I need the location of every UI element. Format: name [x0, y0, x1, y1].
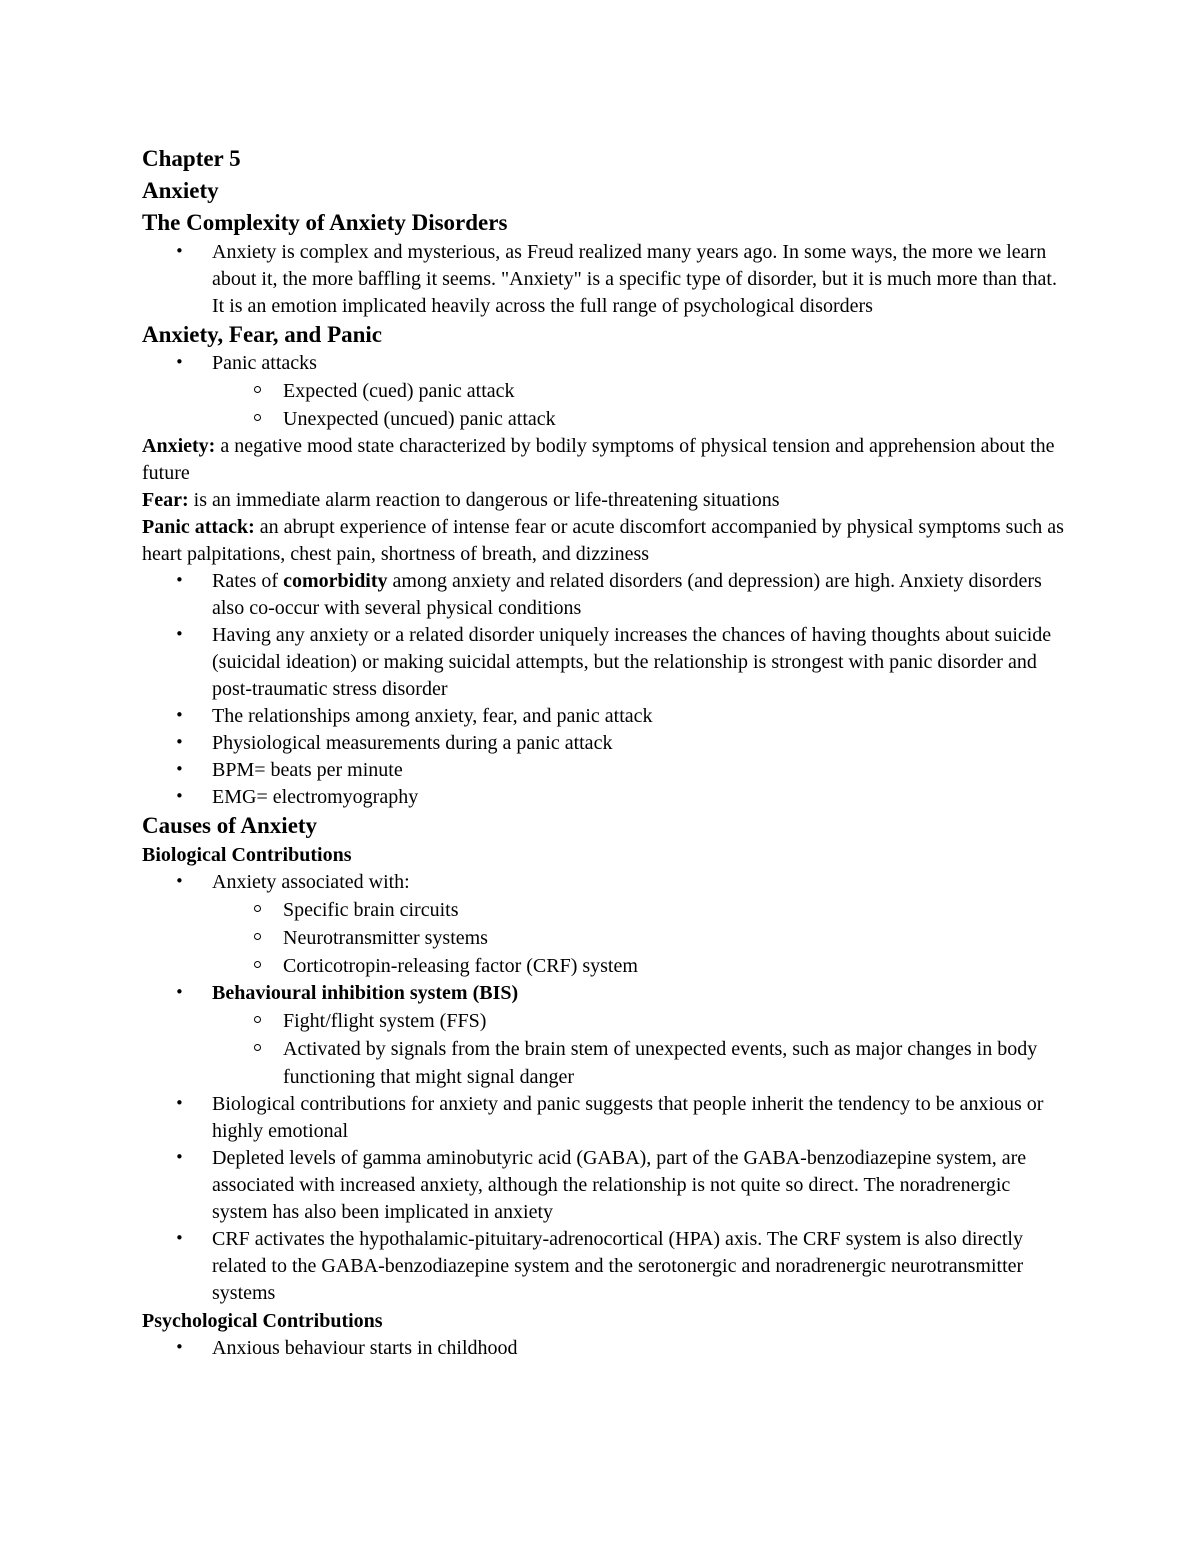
section-heading-causes: Causes of Anxiety	[142, 813, 318, 838]
sub-list-item: Unexpected (uncued) panic attack	[283, 405, 1067, 433]
definition-anxiety: Anxiety: a negative mood state characterized by bodily symptoms of physical tension and apprehension about the future	[142, 435, 1055, 484]
sub-list-item: Corticotropin-releasing factor (CRF) system	[283, 952, 1067, 980]
circle-bullet-icon	[254, 905, 261, 912]
sub-list-item: Specific brain circuits	[283, 896, 1067, 924]
definition-panic-attack: Panic attack: an abrupt experience of intense fear or acute discomfort accompanied by physical symptoms such as heart palpitations, chest pain, shortness of breath, and dizziness	[142, 516, 1064, 565]
bullet-icon: •	[175, 983, 184, 1001]
comorbidity-term: comorbidity	[283, 570, 388, 592]
list-item: • Anxiety associated with: Specific brain circuits Neurotransmitter systems Corticotropin-releasing factor (CRF) system	[212, 869, 1067, 980]
circle-bullet-icon	[254, 414, 261, 421]
circle-bullet-icon	[254, 933, 261, 940]
bullet-icon: •	[175, 625, 184, 643]
bullet-list	[142, 869, 1067, 1307]
sub-list	[212, 1007, 1067, 1091]
bullet-icon: •	[175, 1148, 184, 1166]
bullet-icon: •	[175, 1229, 184, 1247]
section-heading-fear-panic: Anxiety, Fear, and Panic	[142, 322, 383, 347]
list-item: • Anxiety is complex and mysterious, as Freud realized many years ago. In some ways, the more we learn about it, the more baffling it seems. "Anxiety" is a specific type of disorder, but it is much more than that. It is an emotion implicated heavily across the full range of psychological disorders	[175, 241, 1057, 317]
list-item: • Having any anxiety or a related disorder uniquely increases the chances of having thoughts about suicide (suicidal ideation) or making suicidal attempts, but the relationship is strongest with panic disorder and post-traumatic stress disorder	[175, 624, 1052, 700]
bullet-icon: •	[175, 353, 184, 371]
chapter-heading: Chapter 5	[142, 146, 241, 171]
list-item: • EMG= electromyography	[175, 786, 419, 808]
list-item: • BPM= beats per minute	[175, 759, 403, 781]
bullet-list	[142, 568, 1067, 811]
bullet-icon: •	[175, 787, 184, 805]
circle-bullet-icon	[254, 1016, 261, 1023]
circle-bullet-icon	[254, 1044, 261, 1051]
sub-list-item: Expected (cued) panic attack	[283, 377, 1067, 405]
bullet-icon: •	[175, 706, 184, 724]
bullet-list	[142, 1335, 1067, 1362]
bullet-icon: •	[175, 733, 184, 751]
list-item: • Rates of comorbidity among anxiety and related disorders (and depression) are high. Anxiety disorders also co-occur with several physical conditions	[175, 570, 1042, 619]
bullet-icon: •	[175, 760, 184, 778]
sub-list-item: Fight/flight system (FFS)	[283, 1007, 1067, 1035]
circle-bullet-icon	[254, 386, 261, 393]
list-item: • Biological contributions for anxiety and panic suggests that people inherit the tendency to be anxious or highly emotional	[175, 1093, 1044, 1142]
list-item: • Anxious behaviour starts in childhood	[175, 1337, 518, 1359]
bullet-icon: •	[175, 872, 184, 890]
bullet-list	[142, 350, 1067, 433]
sub-list-item: Neurotransmitter systems	[283, 924, 1067, 952]
circle-bullet-icon	[254, 961, 261, 968]
sub-list-item: Activated by signals from the brain stem of unexpected events, such as major changes in body functioning that might signal danger	[283, 1035, 1067, 1091]
list-item: • Physiological measurements during a panic attack	[175, 732, 613, 754]
sub-list	[212, 377, 1067, 433]
document-body	[142, 143, 1067, 1362]
bullet-icon: •	[175, 242, 184, 260]
chapter-topic: Anxiety	[142, 178, 219, 203]
bis-term: Behavioural inhibition system (BIS)	[212, 982, 519, 1004]
definition-term: Fear:	[142, 489, 189, 511]
bullet-list	[142, 239, 1067, 320]
bullet-icon: •	[175, 1094, 184, 1112]
list-item: • The relationships among anxiety, fear, and panic attack	[175, 705, 653, 727]
list-item	[175, 980, 1067, 1091]
definition-fear: Fear: is an immediate alarm reaction to dangerous or life-threatening situations	[142, 489, 780, 511]
sub-list	[212, 896, 1067, 980]
list-item: • Depleted levels of gamma aminobutyric acid (GABA), part of the GABA-benzodiazepine system, are associated with increased anxiety, although the relationship is not quite so direct. The noradrenergic system has also been implicated in anxiety	[175, 1147, 1027, 1223]
bullet-icon: •	[175, 571, 184, 589]
definition-term: Anxiety:	[142, 435, 216, 457]
section-heading-complexity: The Complexity of Anxiety Disorders	[142, 210, 508, 235]
definition-term: Panic attack:	[142, 516, 255, 538]
bullet-icon: •	[175, 1338, 184, 1356]
subsection-heading-psychological: Psychological Contributions	[142, 1310, 383, 1332]
subsection-heading-biological: Biological Contributions	[142, 844, 352, 866]
list-item: • Panic attacks Expected (cued) panic attack Unexpected (uncued) panic attack	[212, 350, 1067, 433]
list-item: • CRF activates the hypothalamic-pituitary-adrenocortical (HPA) axis. The CRF system is also directly related to the GABA-benzodiazepine system and the serotonergic and noradrenergic neurotransmitter systems	[175, 1228, 1024, 1304]
